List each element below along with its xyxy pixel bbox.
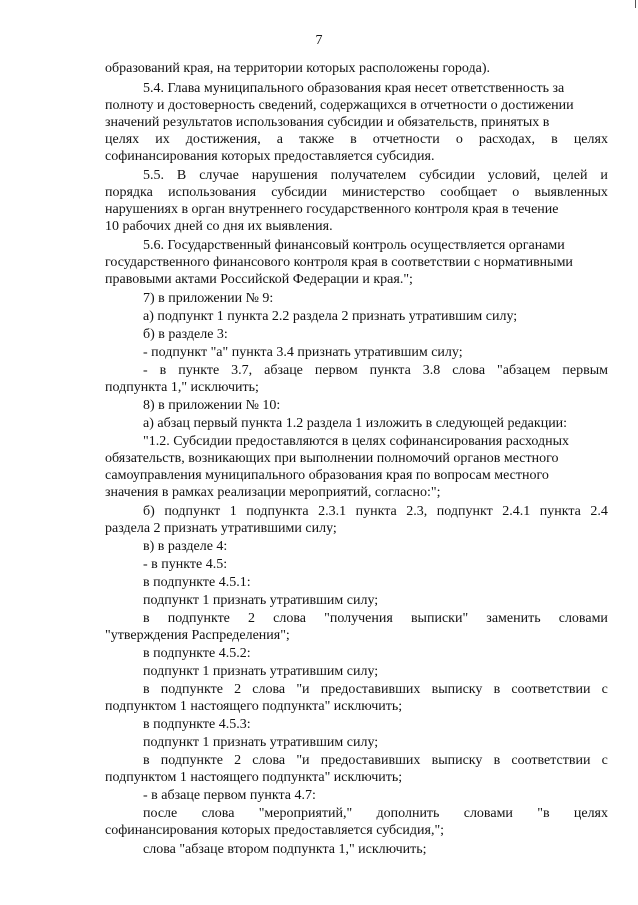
text-line: - в абзаце первом пункта 4.7:: [143, 788, 316, 803]
text-line: а) абзац первый пункта 1.2 раздела 1 изложить в следующей редакции:: [143, 416, 568, 431]
text-line: подпунктом 1 настоящего подпункта" исключить;: [105, 699, 403, 714]
text-line: подпунктом 1 настоящего подпункта" исключить;: [105, 770, 403, 785]
text-line: нарушениях в орган внутреннего государственного контроля края в течение: [105, 202, 559, 217]
text-line: подпункт 1 признать утратившим силу;: [143, 664, 379, 679]
text-line: образований края, на территории которых расположены города).: [105, 61, 491, 76]
text-line: государственного финансового контроля края в соответствии с нормативными: [105, 255, 573, 270]
text-line: самоуправления муниципального образования края по вопросам местного: [105, 468, 549, 483]
text-line: 8) в приложении № 10:: [143, 398, 281, 413]
text-line: 5.4. Глава муниципального образования края несет ответственность за: [143, 81, 565, 96]
text-line: 7) в приложении № 9:: [143, 291, 274, 306]
text-line: подпункта 1," исключить;: [105, 380, 259, 395]
text-line: слова "абзаце втором подпункта 1," исключить;: [143, 842, 427, 857]
text-line: в подпункте 4.5.3:: [143, 717, 251, 732]
text-line: после слова "мероприятий," дополнить словами "в целях: [143, 806, 608, 821]
text-line: - подпункт "а" пункта 3.4 признать утратившим силу;: [143, 345, 463, 360]
text-line: а) подпункт 1 пункта 2.2 раздела 2 признать утратившим силу;: [143, 309, 518, 324]
text-line: "1.2. Субсидии предоставляются в целях софинансирования расходных: [143, 434, 570, 449]
text-line: значения в рамках реализации мероприятий, согласно:";: [105, 485, 441, 500]
text-line: - в пункте 4.5:: [143, 557, 228, 572]
text-line: обязательств, возникающих при выполнении полномочий органов местного: [105, 451, 559, 466]
text-line: в подпункте 2 слова "и предоставивших выписку в соответствии с: [143, 682, 608, 697]
text-line: софинансирования которых предоставляется субсидия,";: [105, 823, 445, 838]
text-line: подпункт 1 признать утратившим силу;: [143, 593, 379, 608]
text-line: значений результатов использования субсидии и обязательств, принятых в: [105, 115, 550, 130]
scan-edge-mark: [635, 0, 636, 8]
text-line: б) в разделе 3:: [143, 327, 228, 342]
text-line: в подпункте 2 слова "и предоставивших выписку в соответствии с: [143, 753, 608, 768]
text-line: "утверждения Распределения";: [105, 628, 290, 643]
text-line: в подпункте 4.5.1:: [143, 575, 251, 590]
text-line: полноту и достоверность сведений, содержащихся в отчетности о достижении: [105, 98, 574, 113]
text-line: в подпункте 4.5.2:: [143, 646, 251, 661]
text-line: 5.6. Государственный финансовый контроль осуществляется органами: [143, 238, 565, 253]
text-line: подпункт 1 признать утратившим силу;: [143, 735, 379, 750]
text-line: правовыми актами Российской Федерации и края.";: [105, 272, 413, 287]
text-line: - в пункте 3.7, абзаце первом пункта 3.8 слова "абзацем первым: [143, 363, 608, 378]
text-line: 5.5. В случае нарушения получателем субсидии условий, целей и: [143, 168, 608, 183]
text-line: раздела 2 признать утратившими силу;: [105, 521, 337, 536]
text-line: целях их достижения, а также в отчетности о расходах, в целях: [105, 132, 608, 147]
text-line: в) в разделе 4:: [143, 539, 228, 554]
text-line: порядка использования субсидии министерство сообщает о выявленных: [105, 185, 608, 200]
page-number: 7: [315, 33, 323, 48]
text-line: софинансирования которых предоставляется субсидия.: [105, 149, 435, 164]
text-line: в подпункте 2 слова "получения выписки" заменить словами: [143, 611, 608, 626]
text-line: б) подпункт 1 подпункта 2.3.1 пункта 2.3, подпункт 2.4.1 пункта 2.4: [143, 504, 608, 519]
text-line: 10 рабочих дней со дня их выявления.: [105, 219, 333, 234]
